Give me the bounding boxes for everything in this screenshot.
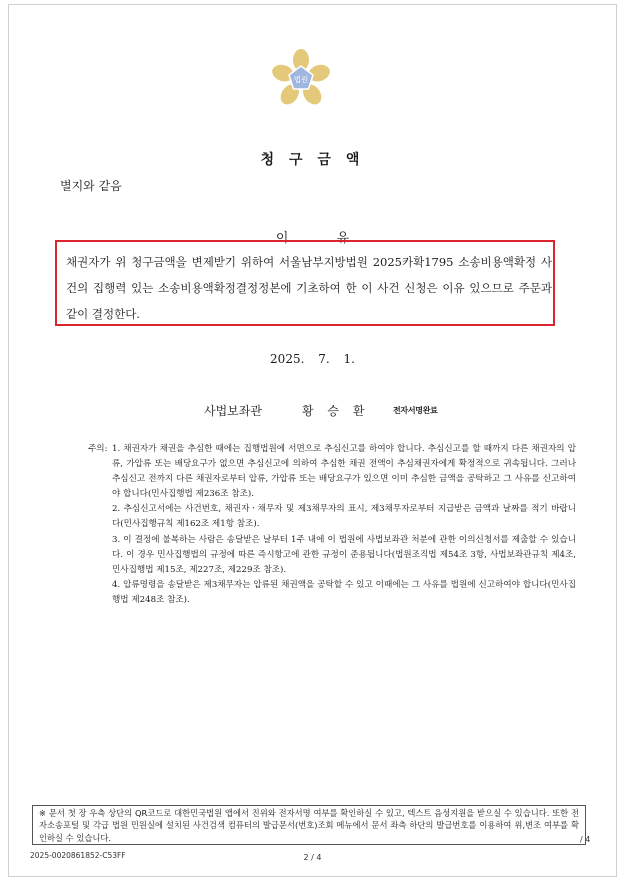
seal-label: 법원 [293, 75, 309, 84]
page-total-marker: / 4 [580, 835, 591, 844]
electronic-signature-mark: 전자서명완료 [393, 406, 438, 415]
page-border [8, 4, 617, 877]
document-issue-number: 2025-0020861852-C53FF [30, 851, 126, 860]
notes-label: 주의: [88, 444, 108, 454]
reason-heading: 이 유 [275, 231, 350, 246]
judge-title: 사법보좌관 [204, 404, 262, 418]
note-item-2: 2. 추심신고서에는 사건번호, 채권자ㆍ채무자 및 제3채무자의 표시, 제3채무자로부터 지급받은 금액과 날짜를 적기 바랍니다(민사집행규칙 제162조 제1항 참조). [112, 504, 576, 530]
page-title: 청 구 금 액 [260, 152, 365, 168]
page-number: 2 / 4 [303, 853, 322, 862]
verification-notice: ※ 문서 첫 장 우측 상단의 QR코드로 대한민국법원 앱에서 진위와 전자서명 여부를 확인하실 수 있고, 텍스트 음성지원을 받으실 수 있습니다. 또한 전자소송포털 및 각급 법원 민원실에 설치된 사건검색 컴퓨터의 발급문서(번호)조회 메뉴에서 문서 좌측 하단의 발급번호를 이용하여 위,변조 여부를 확인하실 수 있습니다. [39, 808, 579, 843]
judge-name: 황 승 환 [302, 404, 365, 418]
note-item-4: 4. 압류명령을 송달받은 제3채무자는 압류된 채권액을 공탁할 수 있고 이때에는 그 사유를 법원에 신고하여야 합니다(민사집행법 제248조 참조). [112, 579, 576, 605]
reason-text: 채권자가 위 청구금액을 변제받기 위하여 서울남부지방법원 2025카확1795 소송비용액확정 사건의 집행력 있는 소송비용액확정결정정본에 기초하여 한 이 사건 신청은 이유 있으므로 주문과 같이 결정한다. [66, 255, 552, 321]
note-item-1: 1. 채권자가 채권을 추심한 때에는 집행법원에 서면으로 추심신고를 하여야 합니다. 추심신고를 할 때까지 다른 채권자의 압류, 가압류 또는 배당요구가 없으면 추심신고에 의하여 추심한 채권 전액이 추심채권자에게 확정적으로 귀속됩니다. 그러나 추심신고 전까지 다른 채권자로부터 압류, 가압류 또는 배당요구가 있으면 이미 추심한 금액을 공탁하고 그 사유를 신고하여야 합니다(민사집행법 제236조 참조). [112, 444, 576, 500]
notes-section [88, 442, 576, 608]
verification-notice-box [32, 805, 586, 845]
claim-amount-note: 별지와 같음 [60, 179, 122, 193]
note-item-3: 3. 이 결정에 불복하는 사람은 송달받은 날부터 1주 내에 이 법원에 사법보좌관 처분에 관한 이의신청서를 제출할 수 있습니다. 이 경우 민사집행법의 규정에 따른 즉시항고에 관한 규정이 준용됩니다(법원조직법 제54조 3항, 사법보좌관규칙 제4조, 민사집행법 제15조, 제227조, 제229조 참조). [112, 534, 576, 575]
decision-date: 2025. 7. 1. [270, 352, 355, 366]
court-seal-icon [272, 48, 330, 106]
